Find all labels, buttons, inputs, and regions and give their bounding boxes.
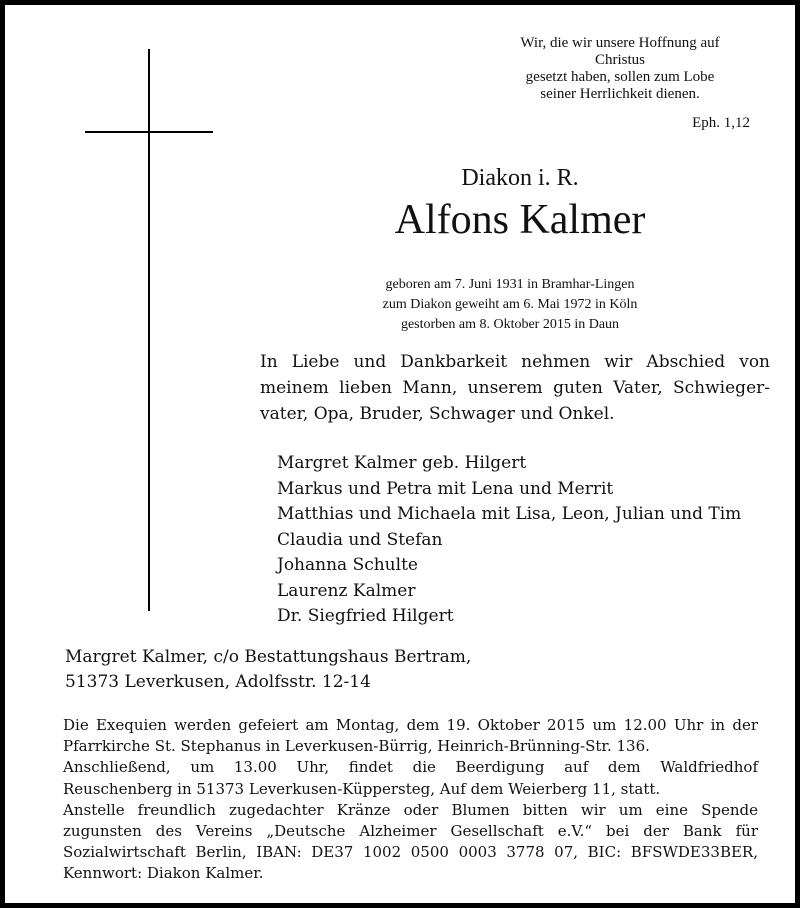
farewell-text: [260, 349, 770, 427]
verse-line: gesetzt haben, sollen zum Lobe: [525, 69, 715, 85]
farewell-line: In Liebe und Dankbarkeit nehmen wir Abschied von: [260, 352, 770, 372]
details-line: zugunsten des Vereins „Deutsche Alzheimer Gesellschaft e.V.“ bei der Bank für: [63, 822, 758, 841]
details-line: Reuschenberg in 51373 Leverkusen-Küppersteg, Auf dem Weierberg 11, statt.: [63, 779, 661, 798]
farewell-line: vater, Opa, Bruder, Schwager und Onkel.: [260, 404, 615, 424]
deceased-name: Alfons Kalmer: [394, 197, 646, 243]
details-line: Pfarrkirche St. Stephanus in Leverkusen-Bürrig, Heinrich-Brünning-Str. 136.: [63, 737, 650, 756]
date-line: zum Diakon geweiht am 6. Mai 1972 in Köln: [382, 297, 638, 312]
cross-icon-horizontal: [85, 131, 213, 133]
farewell-line: meinem lieben Mann, unserem guten Vater, Schwieger-: [260, 378, 770, 398]
details-line: Die Exequien werden gefeiert am Montag, dem 19. Oktober 2015 um 12.00 Uhr in der: [63, 716, 758, 734]
mourner-name: Johanna Schulte: [277, 555, 418, 575]
funeral-details: [63, 715, 758, 885]
mourner-name: Matthias und Michaela mit Lisa, Leon, Julian und Tim: [277, 504, 742, 524]
details-line: Kennwort: Diakon Kalmer.: [63, 864, 264, 883]
verse-line: seiner Herrlichkeit dienen.: [540, 86, 700, 102]
mourner-name: Margret Kalmer geb. Hilgert: [277, 453, 527, 473]
details-line: Anschließend, um 13.00 Uhr, findet die Beerdigung auf dem Waldfriedhof: [63, 758, 758, 777]
deceased-title: Diakon i. R.: [461, 165, 579, 191]
mourners-list: [277, 451, 777, 630]
verse-line: Christus: [594, 52, 645, 68]
address-line: 51373 Leverkusen, Adolfsstr. 12-14: [65, 672, 371, 692]
mourner-name: Claudia und Stefan: [277, 529, 443, 550]
mourner-name: Markus und Petra mit Lena und Merrit: [277, 478, 614, 499]
date-line: gestorben am 8. Oktober 2015 in Daun: [400, 317, 620, 332]
details-line: Anstelle freundlich zugedachter Kränze oder Blumen bitten wir um eine Spende: [63, 800, 758, 819]
contact-address: [65, 645, 565, 695]
mourner-name: Dr. Siegfried Hilgert: [277, 606, 454, 626]
mourner-name: Laurenz Kalmer: [277, 580, 416, 601]
verse-line: Wir, die wir unsere Hoffnung auf: [520, 35, 720, 51]
date-line: geboren am 7. Juni 1931 in Bramhar-Lingen: [385, 277, 635, 292]
details-line: Sozialwirtschaft Berlin, IBAN: DE37 1002 0500 0003 3778 07, BIC: BFSWDE33BER,: [63, 843, 758, 862]
life-dates: [345, 275, 675, 335]
verse-reference: Eph. 1,12: [692, 115, 750, 131]
cross-icon-vertical: [148, 49, 150, 611]
address-line: Margret Kalmer, c/o Bestattungshaus Bertram,: [65, 647, 472, 667]
bible-verse: [475, 35, 765, 103]
